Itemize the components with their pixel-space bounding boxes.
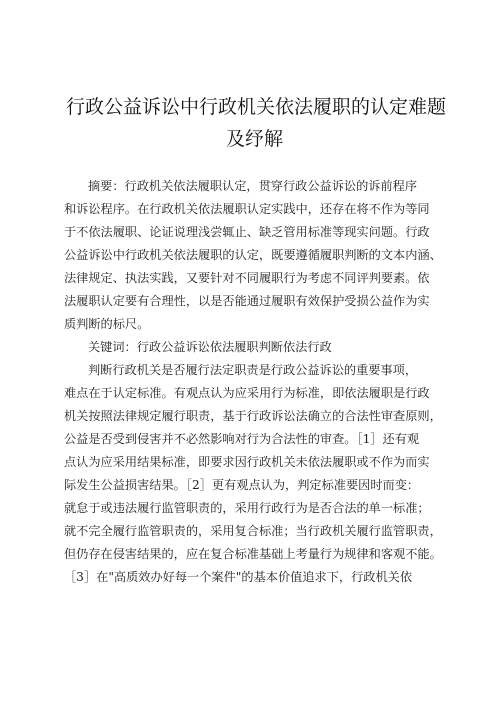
abstract-line: 摘要：行政机关依法履职认定，贯穿行政公益诉讼的诉前程序 [88,179,418,193]
document-title-line-2: 及纾解 [226,128,284,150]
keywords-line: 关键词：行政公益诉讼依法履职判断依法行政 [88,340,332,354]
body-line: 公益是否受到侵害并不必然影响对行为合法性的审查。［1］还有观 [64,432,420,446]
body-line: 但仍存在侵害结果的，应在复合标准基础上考量行为规律和客观不能。 [64,547,442,561]
body-paragraph [64,359,444,589]
body-line: 就不完全履行监管职责的，采用复合标准；当行政机关履行监管职责， [64,524,442,538]
keywords-paragraph [64,336,444,359]
body-line: 机关按照法律规定履行职责，基于行政诉讼法确立的合法性审查原则， [64,409,442,423]
document-title-line-1: 行政公益诉讼中行政机关依法履职的认定难题 [66,96,447,118]
body-line: 就怠于或违法履行监管职责的，采用行政行为是否合法的单一标准； [64,501,430,515]
abstract-paragraph [64,175,444,336]
abstract-line: 法律规定、执法实践，又要针对不同履职行为考虑不同评判要素。依 [64,271,430,285]
abstract-line: 公益诉讼中行政机关依法履职的认定，既要遵循履职判断的文本内涵、 [64,248,442,262]
abstract-line: 质判断的标尺。 [64,317,150,331]
body-line: ［3］在"高质效办好每一个案件"的基本价值追求下，行政机关依 [64,570,413,584]
body-line: 难点在于认定标准。有观点认为应采用行为标准，即依法履职是行政 [64,386,430,400]
body-line: 点认为应采用结果标准，即要求因行政机关未依法履职或不作为而实 [64,455,430,469]
body-line: 际发生公益损害结果。［2］更有观点认为，判定标准要因时而变： [64,478,420,492]
abstract-line: 和诉讼程序。在行政机关依法履职认定实践中，还存在将不作为等同 [64,202,430,216]
abstract-line: 法履职认定要有合理性，以是否能通过履职有效保护受损公益作为实 [64,294,430,308]
body-line: 判断行政机关是否履行法定职责是行政公益诉讼的重要事项， [88,363,418,377]
abstract-line: 于不依法履职、论证说理浅尝辄止、缺乏管用标准等现实问题。行政 [64,225,430,239]
